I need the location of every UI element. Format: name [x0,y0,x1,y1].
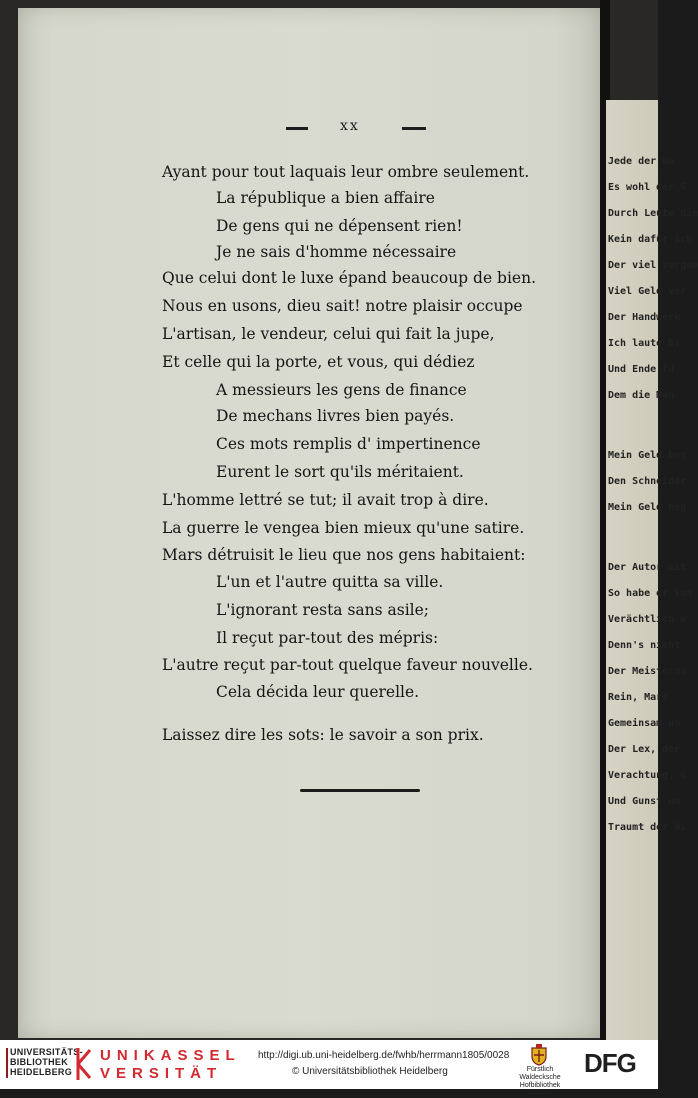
facing-page-line: Viel Geld ver [608,286,687,297]
facing-page-line: Kein dafür ich [608,234,693,245]
poem-line: Je ne sais d'homme nécessaire [216,243,457,261]
poem-line: Cela décida leur querelle. [216,683,420,701]
kassel-logo-icon [74,1046,94,1082]
facing-page-line: Den Schneider [608,476,687,487]
arolsen-crest-icon [530,1044,548,1066]
poem-line: Que celui dont le luxe épand beaucoup de bien. [162,269,537,287]
poem-line: Ces mots remplis d' impertinence [216,435,481,453]
poem-line: A messieurs les gens de finance [216,381,467,399]
facing-page-line: Der Meisterma [608,666,687,677]
poem-line: De mechans livres bien payés. [216,407,455,425]
facing-page-line: Mein Geld beg [608,450,687,461]
copyright-notice: © Universitätsbibliothek Heidelberg [292,1066,448,1077]
facing-page-line: Der viel vergeb [608,260,698,271]
poem-line: L'autre reçut par-tout quelque faveur nouvelle. [162,656,533,674]
poem-line: La guerre le vengea bien mieux qu'une satire. [162,519,525,537]
facing-page-line: Jede der Wa [608,156,675,167]
page-number: xx [340,118,360,134]
closing-rule [300,789,420,792]
arolsen-library-name: Fürstlich Waldecksche Hofbibliothek Arolsen [519,1066,561,1097]
facing-page-edge [606,100,698,1040]
poem-line: L'ignorant resta sans asile; [216,601,430,619]
facing-page-line: Der Lex, der [608,744,681,755]
facing-page-line: So habe er lan [608,588,693,599]
poem-line: L'homme lettré se tut; il avait trop à dire. [162,491,489,509]
heidelberg-library-name: UNIVERSITÄTS- BIBLIOTHEK HEIDELBERG [10,1047,83,1077]
facing-page-line: Traumt der Wi [608,822,687,833]
poem-line: Mars détruisit le lieu que nos gens habitaient: [162,546,526,564]
poem-line: De gens qui ne dépensent rien! [216,217,463,235]
header-dash-right [402,127,426,130]
facing-page-line: Gemeinsam un [608,718,681,729]
facing-page-line: Der Handwerk [608,312,681,323]
header-dash-left [286,127,308,130]
facing-page-line: Ich laute Bi [608,338,681,349]
poem-line: Nous en usons, dieu sait! notre plaisir occupe [162,297,523,315]
facing-page-line: Und Ende fü [608,364,675,375]
poem-line: Il reçut par-tout des mépris: [216,629,439,647]
poem-line: L'un et l'autre quitta sa ville. [216,573,444,591]
digitization-footer [0,1040,658,1097]
facing-page-line: Mein Geld beg [608,502,687,513]
facing-page-line: Denn's nicht [608,640,681,651]
permalink-url[interactable]: http://digi.ub.uni-heidelberg.de/fwhb/herrmann1805/0028 [258,1050,510,1061]
facing-page-line: Es wohl der S [608,182,687,193]
kassel-university-name: UNIKASSEL VERSITÄT [100,1047,241,1082]
running-header [0,118,600,138]
facing-page-line: Verachtung, G [608,770,687,781]
facing-page-line: Dem die Man [608,390,675,401]
poem-line: La république a bien affaire [216,189,435,207]
poem-line: Eurent le sort qu'ils méritaient. [216,463,464,481]
facing-page-line: Der Autor mit [608,562,687,573]
poem-line: Et celle qui la porte, et vous, qui dédiez [162,353,475,371]
facing-page-line: Verächtlich w [608,614,687,625]
poem-line: Ayant pour tout laquais leur ombre seulement. [162,163,530,181]
poem-line: L'artisan, le vendeur, celui qui fait la jupe, [162,325,495,343]
facing-page-line: Rein, Mars [608,692,669,703]
facing-page-line: Durch Leute die [608,208,698,219]
dfg-logo: DFG [584,1048,636,1078]
facing-page-line: Und Gunst un [608,796,681,807]
poem-moral: Laissez dire les sots: le savoir a son prix. [162,726,484,744]
